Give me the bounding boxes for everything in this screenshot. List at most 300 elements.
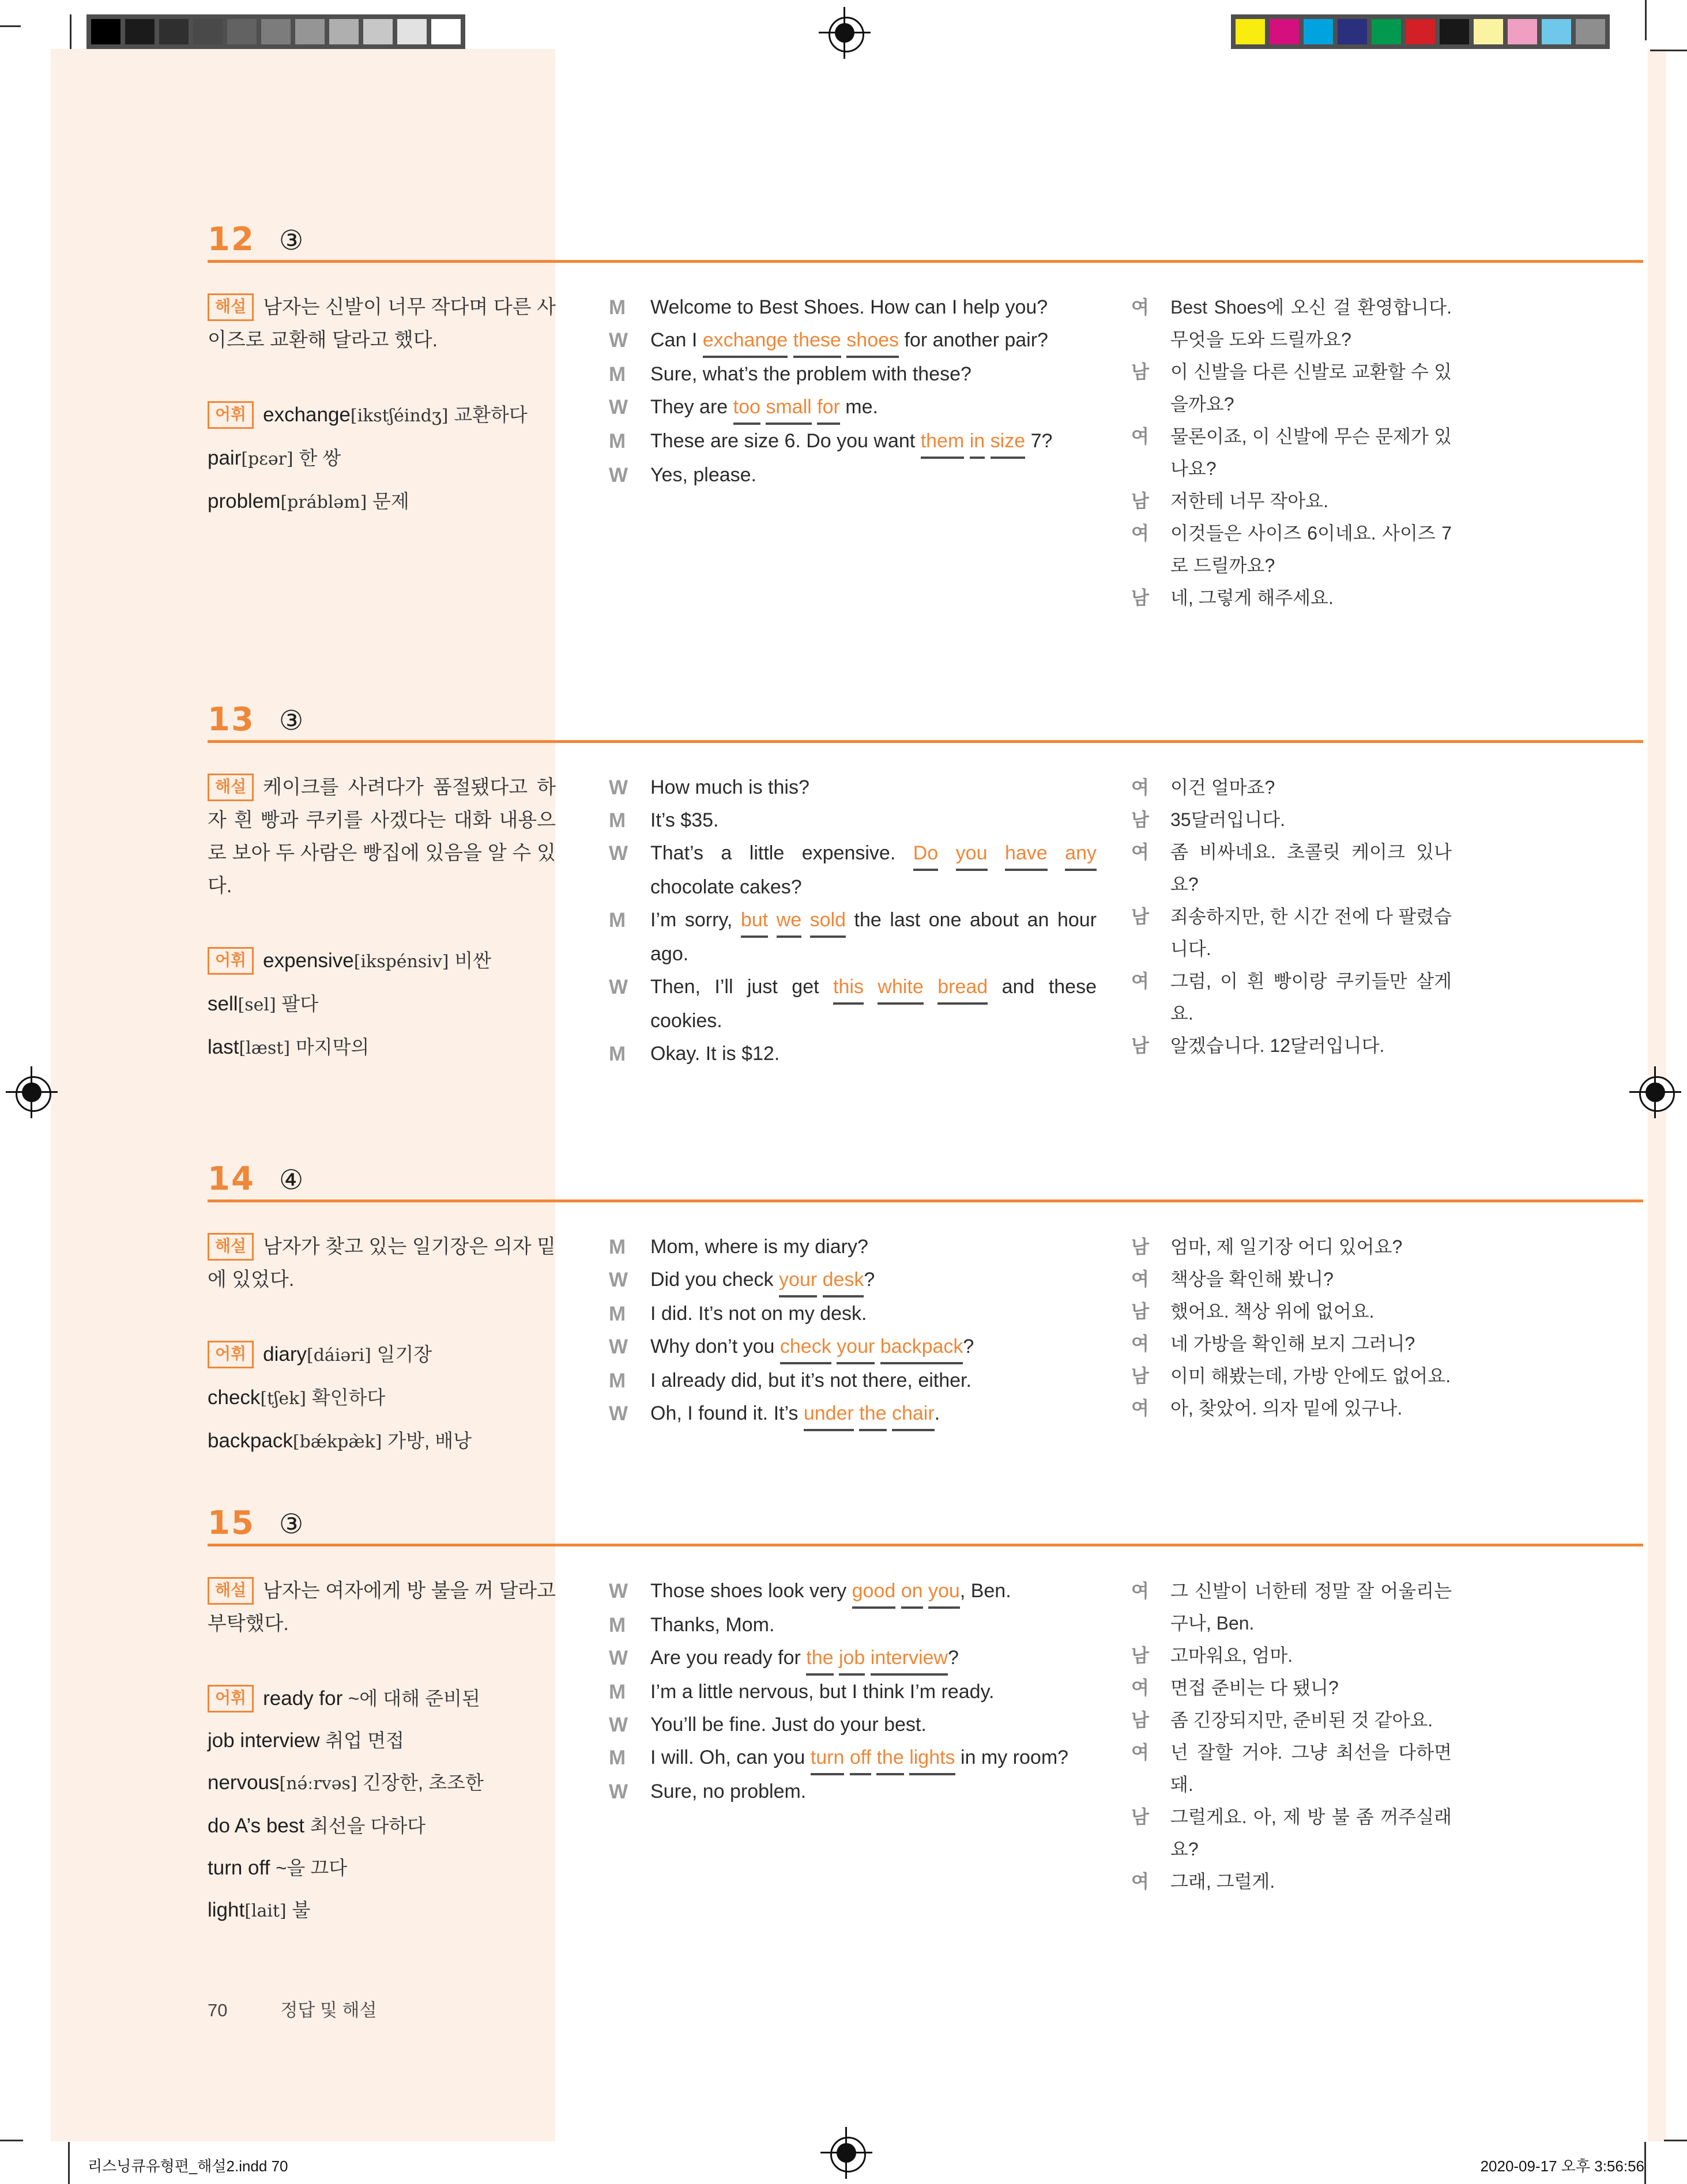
footer-section-title: 정답 및 해설: [280, 2000, 377, 2020]
grayscale-swatch: [125, 19, 155, 44]
crop-mark: [68, 2142, 70, 2184]
vocab-word: ready for: [263, 1687, 343, 1710]
vocab-meaning: 문제: [372, 491, 409, 512]
vocab-pronunciation: [nə́ːrvəs]: [279, 1774, 357, 1794]
vocab-word: do A’s best: [208, 1815, 304, 1837]
color-swatch: [1338, 19, 1367, 44]
section-heading: [208, 702, 303, 737]
dialogue-segment: Okay. It is $12.: [650, 1043, 780, 1065]
speaker-label: W: [609, 1781, 628, 1804]
dialogue-segment: Did you check: [650, 1269, 779, 1291]
section-divider: [208, 1544, 1643, 1546]
speaker-label: W: [609, 396, 628, 419]
speaker-label: M: [609, 1370, 626, 1393]
answer-choice: ④: [278, 1164, 304, 1196]
dialogue-column: [609, 771, 1097, 1070]
speaker-label-korean: 여: [1131, 1871, 1149, 1892]
vocab-meaning: 최선을 다하다: [310, 1815, 426, 1836]
dialogue-text: [650, 1642, 1097, 1676]
speaker-label-korean: 남: [1131, 1236, 1149, 1257]
speaker-label-korean: 여: [1131, 1398, 1149, 1419]
translation-line: [1131, 1327, 1452, 1360]
translation-line: [1131, 900, 1452, 965]
vocab-entry: [208, 1026, 556, 1069]
translation-text: 네, 그렇게 해주세요.: [1170, 587, 1334, 608]
grayscale-calibration-bar: [86, 14, 465, 49]
translation-column: [1131, 1575, 1452, 1898]
vocab-meaning: ~을 끄다: [276, 1857, 348, 1879]
dialogue-segment: They are: [650, 396, 733, 418]
dialogue-line: [609, 971, 1097, 1038]
vocab-meaning: 한 쌍: [299, 447, 341, 469]
dialogue-segment: Welcome to Best Shoes. How can I help you?: [650, 296, 1048, 318]
dialogue-segment: me.: [839, 396, 878, 418]
translation-line: [1131, 1639, 1452, 1672]
vocab-entry: [208, 394, 556, 437]
dialogue-line: [609, 904, 1097, 971]
translation-line: [1131, 291, 1452, 356]
vocab-pronunciation: [læst]: [239, 1038, 291, 1058]
translation-line: [1131, 771, 1452, 804]
dialogue-segment: Yes, please.: [650, 464, 756, 486]
translation-text: 이것들은 사이즈 6이네요. 사이즈 7로 드릴까요?: [1170, 523, 1452, 576]
dialogue-segment: I did. It’s not on my desk.: [650, 1303, 867, 1325]
explanation-label: 해설: [208, 293, 254, 321]
section-heading: [208, 1506, 303, 1540]
highlighted-word: under: [804, 1402, 854, 1431]
vocab-word: last: [208, 1036, 239, 1058]
dialogue-segment: the last one about an hour ago.: [650, 909, 1097, 965]
speaker-label: M: [609, 1747, 626, 1770]
dialogue-segment: and these cookies.: [650, 976, 1097, 1032]
speaker-label-korean: 남: [1131, 1710, 1149, 1730]
dialogue-text: [650, 291, 1097, 324]
dialogue-segment: I will. Oh, can you: [650, 1747, 811, 1769]
vocab-pronunciation: [lait]: [244, 1901, 287, 1921]
crop-mark: [1645, 0, 1647, 40]
grayscale-swatch: [159, 19, 189, 44]
vocab-word: turn off: [208, 1857, 270, 1879]
translation-line: [1131, 356, 1452, 420]
translation-text: 아, 찾았어. 의자 밑에 있구나.: [1170, 1398, 1403, 1419]
highlighted-word: interview: [871, 1647, 948, 1676]
vocab-meaning: 마지막의: [295, 1036, 370, 1058]
highlighted-word: backpack: [880, 1336, 963, 1364]
grayscale-swatch: [329, 19, 359, 44]
dialogue-line: [609, 1741, 1097, 1775]
speaker-label: W: [609, 1580, 628, 1602]
highlighted-word: too: [733, 396, 760, 425]
grayscale-swatch: [91, 19, 120, 44]
grayscale-swatch: [227, 19, 257, 44]
dialogue-line: [609, 1364, 1097, 1397]
explanation-column: [208, 771, 556, 1069]
vocab-entry: [208, 1376, 556, 1420]
speaker-label: W: [609, 329, 628, 352]
speaker-label-korean: 여: [1131, 1742, 1149, 1763]
vocab-meaning: 불: [292, 1899, 311, 1921]
translation-text: 좀 비싸네요. 초콜릿 케이크 있나요?: [1170, 842, 1452, 895]
translation-text: 35달러입니다.: [1170, 809, 1286, 830]
vocab-word: nervous: [208, 1771, 280, 1794]
translation-line: [1131, 1865, 1452, 1898]
color-swatch: [1440, 19, 1469, 44]
vocab-pronunciation: [sel]: [238, 995, 276, 1015]
highlighted-word: small: [766, 396, 811, 425]
vocab-meaning: 교환하다: [454, 404, 528, 425]
vocab-word: job interview: [208, 1729, 320, 1752]
translation-line: [1131, 582, 1452, 614]
vocab-label: 어휘: [208, 1685, 254, 1713]
speaker-label: M: [609, 1043, 626, 1066]
dialogue-text: [650, 1708, 1097, 1741]
translation-text: 그럴게요. 아, 제 방 불 좀 꺼주실래요?: [1170, 1806, 1452, 1859]
vocab-meaning: 팔다: [281, 993, 319, 1014]
vocab-pronunciation: [bǽkpæ̀k]: [292, 1432, 382, 1452]
dialogue-segment: Sure, no problem.: [650, 1781, 807, 1803]
dialogue-text: [650, 425, 1097, 459]
dialogue-segment: Can I: [650, 329, 703, 351]
dialogue-segment: These are size 6. Do you want: [650, 430, 921, 452]
translation-text: 엄마, 제 일기장 어디 있어요?: [1170, 1236, 1403, 1257]
explanation-paragraph: [208, 1231, 556, 1296]
vocab-block: [208, 394, 556, 523]
dialogue-segment: Those shoes look very: [650, 1580, 852, 1602]
translation-text: 이미 해봤는데, 가방 안에도 없어요.: [1170, 1366, 1451, 1386]
question-number: 15: [208, 1504, 255, 1542]
highlighted-word: job: [839, 1647, 865, 1676]
dialogue-text: [650, 358, 1097, 391]
dialogue-segment: Mom, where is my diary?: [650, 1236, 868, 1258]
dialogue-text: [650, 1297, 1097, 1330]
dialogue-segment: for another pair?: [899, 329, 1048, 351]
translation-line: [1131, 1231, 1452, 1263]
vocab-pronunciation: [ikstʃéindʒ]: [350, 406, 449, 426]
crop-mark: [1644, 2142, 1646, 2184]
highlighted-word: in: [970, 430, 985, 459]
speaker-label: M: [609, 809, 626, 832]
vocab-word: exchange: [263, 403, 351, 426]
highlighted-word: desk: [823, 1269, 864, 1297]
vocab-word: backpack: [208, 1429, 293, 1452]
vocab-entry: [208, 1805, 556, 1847]
highlighted-word: your: [837, 1336, 875, 1364]
vocab-entry: [208, 1889, 556, 1932]
vocab-label: 어휘: [208, 401, 254, 429]
highlighted-word: have: [1005, 842, 1048, 871]
speaker-label-korean: 여: [1131, 523, 1149, 544]
answer-choice: ③: [278, 1508, 304, 1540]
dialogue-text: [650, 1609, 1097, 1642]
question-number: 13: [208, 700, 255, 738]
dialogue-text: [650, 904, 1097, 971]
speaker-label: M: [609, 1681, 626, 1704]
dialogue-text: [650, 804, 1097, 837]
question-number: 14: [208, 1160, 255, 1198]
dialogue-text: [650, 1038, 1097, 1070]
vocab-word: sell: [208, 993, 238, 1015]
speaker-label-korean: 여: [1131, 297, 1149, 318]
highlighted-word: your: [779, 1269, 817, 1297]
vocab-meaning: ~에 대해 준비된: [348, 1688, 480, 1709]
vocab-pronunciation: [prábləm]: [280, 492, 367, 512]
explanation-text: 남자는 신발이 너무 작다며 다른 사이즈로 교환해 달라고 했다.: [208, 296, 556, 351]
highlighted-word: chair: [892, 1402, 935, 1431]
section-divider: [208, 740, 1643, 743]
dialogue-text: [650, 1231, 1097, 1263]
speaker-label-korean: 남: [1131, 1806, 1149, 1827]
explanation-paragraph: [208, 771, 556, 903]
dialogue-line: [609, 1038, 1097, 1070]
print-timestamp: 2020-09-17 오후 3:56:56: [1480, 2157, 1644, 2175]
translation-text: 이건 얼마죠?: [1170, 777, 1275, 798]
vocab-entry: [208, 1333, 556, 1376]
vocab-pronunciation: [ikspénsiv]: [353, 952, 449, 972]
color-calibration-bar: [1231, 14, 1610, 49]
speaker-label-korean: 남: [1131, 1366, 1149, 1386]
dialogue-line: [609, 1231, 1097, 1263]
dialogue-segment: ?: [963, 1336, 974, 1358]
dialogue-segment: I’m a little nervous, but I think I’m ready.: [650, 1681, 995, 1703]
dialogue-segment: Then, I’ll just get: [650, 976, 834, 998]
registration-mark-top-icon: [819, 7, 871, 59]
dialogue-line: [609, 1642, 1097, 1676]
dialogue-line: [609, 358, 1097, 391]
speaker-label: W: [609, 1714, 628, 1737]
translation-line: [1131, 485, 1452, 517]
grayscale-swatch: [261, 19, 291, 44]
translation-line: [1131, 804, 1452, 836]
translation-line: [1131, 517, 1452, 582]
speaker-label: M: [609, 1236, 626, 1258]
crop-mark: [70, 14, 71, 49]
explanation-paragraph: [208, 1575, 556, 1640]
dialogue-segment: chocolate cakes?: [650, 876, 802, 899]
translation-line: [1131, 836, 1452, 900]
vocab-word: check: [208, 1386, 261, 1409]
grayscale-swatch: [431, 19, 461, 44]
dialogue-line: [609, 1397, 1097, 1431]
dialogue-line: [609, 1775, 1097, 1808]
highlighted-word: any: [1065, 842, 1097, 871]
translation-line: [1131, 965, 1452, 1029]
highlighted-word: this: [833, 976, 864, 1005]
highlighted-word: exchange: [703, 329, 788, 358]
dialogue-line: [609, 459, 1097, 492]
vocab-pronunciation: [pɛər]: [241, 449, 293, 469]
translation-line: [1131, 1672, 1452, 1704]
dialogue-line: [609, 1708, 1097, 1741]
dialogue-line: [609, 1263, 1097, 1297]
vocab-word: diary: [263, 1343, 307, 1366]
highlighted-word: shoes: [846, 329, 899, 358]
dialogue-line: [609, 425, 1097, 459]
explanation-text: 남자가 찾고 있는 일기장은 의자 밑에 있었다.: [208, 1236, 556, 1291]
vocab-entry: [208, 1719, 556, 1761]
crop-mark: [1650, 50, 1687, 51]
highlighted-word: these: [793, 329, 841, 358]
dialogue-text: [650, 391, 1097, 425]
translation-text: 면접 준비는 다 됐니?: [1170, 1677, 1339, 1698]
translation-text: 고마워요, 엄마.: [1170, 1645, 1293, 1666]
vocab-label: 어휘: [208, 947, 254, 975]
page-number: 70: [208, 2000, 228, 2020]
vocab-pronunciation: [dáiəri]: [306, 1345, 371, 1366]
dialogue-segment: , Ben.: [959, 1580, 1011, 1602]
dialogue-segment: in my room?: [955, 1747, 1069, 1769]
dialogue-segment: Sure, what’s the problem with these?: [650, 363, 971, 386]
explanation-text: 케이크를 사려다가 품절됐다고 하자 흰 빵과 쿠키를 사겠다는 대화 내용으로 보아 두 사람은 빵집에 있음을 알 수 있다.: [208, 776, 556, 897]
dialogue-line: [609, 391, 1097, 425]
vocab-label: 어휘: [208, 1341, 254, 1368]
dialogue-line: [609, 1609, 1097, 1642]
translation-text: 저한테 너무 작아요.: [1170, 491, 1328, 511]
translation-line: [1131, 1575, 1452, 1639]
explanation-label: 해설: [208, 774, 254, 801]
speaker-label: W: [609, 1647, 628, 1670]
section-heading: [208, 1161, 303, 1196]
color-swatch: [1542, 19, 1571, 44]
vocab-entry: [208, 437, 556, 480]
translation-text: 물론이죠, 이 신발에 무슨 문제가 있나요?: [1170, 426, 1452, 479]
highlighted-word: off: [850, 1747, 871, 1775]
speaker-label: M: [609, 430, 626, 453]
dialogue-segment: ?: [947, 1647, 959, 1669]
highlighted-word: for: [817, 396, 840, 425]
color-swatch: [1270, 19, 1299, 44]
speaker-label-korean: 여: [1131, 971, 1149, 991]
vocab-entry: [208, 1677, 556, 1719]
highlighted-word: the: [859, 1402, 886, 1431]
speaker-label-korean: 남: [1131, 1301, 1149, 1322]
answer-choice: ③: [278, 224, 304, 257]
crop-mark: [0, 2140, 23, 2141]
registration-mark-right-icon: [1629, 1066, 1681, 1118]
grayscale-swatch: [295, 19, 325, 44]
dialogue-segment: ?: [864, 1269, 875, 1291]
section-heading: [208, 222, 303, 257]
crop-mark: [0, 25, 21, 27]
speaker-label-korean: 여: [1131, 426, 1149, 447]
translation-text: 좀 긴장되지만, 준비된 것 같아요.: [1170, 1710, 1433, 1730]
highlighted-word: sold: [810, 909, 846, 938]
highlighted-word: white: [878, 976, 923, 1005]
section-divider: [208, 260, 1643, 263]
explanation-label: 해설: [208, 1233, 254, 1261]
speaker-label-korean: 여: [1131, 1581, 1149, 1601]
dialogue-line: [609, 771, 1097, 804]
speaker-label-korean: 남: [1131, 1645, 1149, 1666]
dialogue-text: [650, 1364, 1097, 1397]
explanation-paragraph: [208, 291, 556, 357]
highlighted-word: but: [741, 909, 768, 938]
highlighted-word: good: [852, 1580, 896, 1609]
translation-line: [1131, 1704, 1452, 1736]
color-swatch: [1474, 19, 1503, 44]
translation-text: 했어요. 책상 위에 없어요.: [1170, 1301, 1375, 1322]
speaker-label: M: [609, 909, 626, 932]
vocab-meaning: 취업 면접: [325, 1730, 404, 1751]
translation-line: [1131, 1295, 1452, 1327]
vocab-meaning: 확인하다: [311, 1387, 386, 1408]
translation-text: 이 신발을 다른 신발로 교환할 수 있을까요?: [1170, 361, 1452, 414]
vocab-entry: [208, 983, 556, 1026]
dialogue-text: [650, 1575, 1097, 1609]
speaker-label: W: [609, 1336, 628, 1359]
dialogue-segment: Thanks, Mom.: [650, 1614, 775, 1636]
question-number: 12: [208, 220, 255, 258]
vocab-meaning: 가방, 배낭: [387, 1430, 472, 1451]
translation-column: [1131, 291, 1452, 614]
speaker-label-korean: 남: [1131, 906, 1149, 927]
explanation-text: 남자는 여자에게 방 불을 꺼 달라고 부탁했다.: [208, 1580, 556, 1635]
vocab-meaning: 일기장: [376, 1344, 432, 1365]
dialogue-segment: It’s $35.: [650, 809, 719, 831]
dialogue-text: [650, 1775, 1097, 1808]
translation-line: [1131, 1736, 1452, 1801]
translation-text: 그 신발이 너한테 정말 잘 어울리는구나, Ben.: [1170, 1581, 1452, 1634]
dialogue-line: [609, 1330, 1097, 1364]
print-filename: 리스닝큐유형편_해설2.indd 70: [88, 2157, 288, 2175]
translation-text: 알겠습니다. 12달러입니다.: [1170, 1035, 1385, 1056]
highlighted-word: we: [777, 909, 801, 938]
highlighted-word: you: [956, 842, 988, 871]
vocab-meaning: 비싼: [454, 950, 492, 971]
vocab-meaning: 긴장한, 초조한: [363, 1772, 484, 1793]
translation-text: 죄송하지만, 한 시간 전에 다 팔렸습니다.: [1170, 906, 1452, 959]
dialogue-text: [650, 971, 1097, 1038]
speaker-label-korean: 남: [1131, 809, 1149, 830]
dialogue-segment: Are you ready for: [650, 1647, 807, 1669]
vocab-word: problem: [208, 490, 281, 512]
speaker-label: W: [609, 464, 628, 487]
vocab-word: pair: [208, 447, 242, 469]
dialogue-text: [650, 1741, 1097, 1775]
color-swatch: [1508, 19, 1537, 44]
speaker-label-korean: 남: [1131, 491, 1149, 511]
highlighted-word: lights: [909, 1747, 955, 1775]
translation-line: [1131, 420, 1452, 485]
explanation-column: [208, 1231, 556, 1463]
dialogue-line: [609, 837, 1097, 904]
dialogue-text: [650, 1676, 1097, 1708]
speaker-label-korean: 여: [1131, 777, 1149, 798]
vocab-entry: [208, 1420, 556, 1463]
dialogue-segment: .: [934, 1402, 940, 1425]
vocab-block: [208, 1333, 556, 1463]
speaker-label-korean: 여: [1131, 1677, 1149, 1698]
speaker-label: W: [609, 1402, 628, 1425]
dialogue-segment: Oh, I found it. It’s: [650, 1402, 804, 1425]
vocab-block: [208, 1677, 556, 1932]
color-swatch: [1372, 19, 1401, 44]
dialogue-line: [609, 324, 1097, 358]
color-swatch: [1576, 19, 1605, 44]
translation-line: [1131, 1801, 1452, 1865]
highlighted-word: size: [991, 430, 1025, 459]
highlighted-word: the: [806, 1647, 833, 1676]
grayscale-swatch: [363, 19, 393, 44]
speaker-label: M: [609, 1303, 626, 1326]
explanation-column: [208, 1575, 556, 1932]
dialogue-segment: 7?: [1025, 430, 1053, 452]
section-divider: [208, 1199, 1643, 1202]
translation-text: 그래, 그럴게.: [1170, 1871, 1275, 1892]
speaker-label-korean: 남: [1131, 587, 1149, 608]
dialogue-line: [609, 1676, 1097, 1708]
speaker-label-korean: 여: [1131, 1269, 1149, 1289]
dialogue-column: [609, 1231, 1097, 1431]
